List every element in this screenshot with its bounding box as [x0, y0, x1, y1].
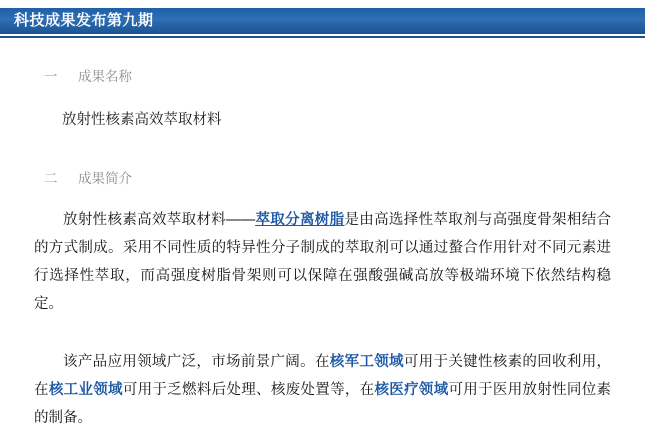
header-underline: [0, 36, 645, 38]
section-number: 二: [44, 171, 58, 186]
intro-paragraph-2: [34, 348, 611, 432]
section-label: 成果名称: [78, 69, 132, 84]
result-name-text: 放射性核素高效萃取材料: [62, 112, 222, 128]
intro-paragraph-1: [34, 206, 611, 318]
section-heading-result-name: [0, 66, 645, 88]
paragraph2-segment-2: 可用于关键性核素的回收利用，在: [34, 354, 612, 398]
page-title: 科技成果发布第九期: [14, 12, 154, 29]
section-number: 一: [44, 69, 58, 84]
paragraph1-rest: 是由高选择性萃取剂与高强度骨架相结合的方式制成。采用不同性质的特异性分子制成的萃取剂可以通过螯合作用针对不同元素进行选择性萃取，而高强度树脂骨架则可以保障在强酸强碱高放等极端环境下依然结构稳定。: [34, 212, 612, 312]
paragraph2-segment-3: 可用于乏燃料后处理、核废处置等，在: [122, 382, 375, 398]
document-header: [0, 0, 645, 42]
paragraph2-keyword-2: 核工业领域: [48, 382, 123, 398]
paragraph2-keyword-3: 核医疗领域: [374, 382, 449, 398]
section-heading-result-intro: [0, 168, 645, 190]
paragraph2-keyword-1: 核军工领域: [329, 354, 404, 370]
section-label: 成果简介: [78, 171, 132, 186]
paragraph2-segment-1: 该产品应用领域广泛，市场前景广阔。在: [63, 354, 330, 370]
paragraph1-lead: 放射性核素高效萃取材料——: [63, 212, 256, 228]
paragraph1-keyword: 萃取分离树脂: [255, 212, 345, 228]
paragraph2-segment-4: 可用于医用放射性同位素的制备。: [34, 382, 612, 426]
